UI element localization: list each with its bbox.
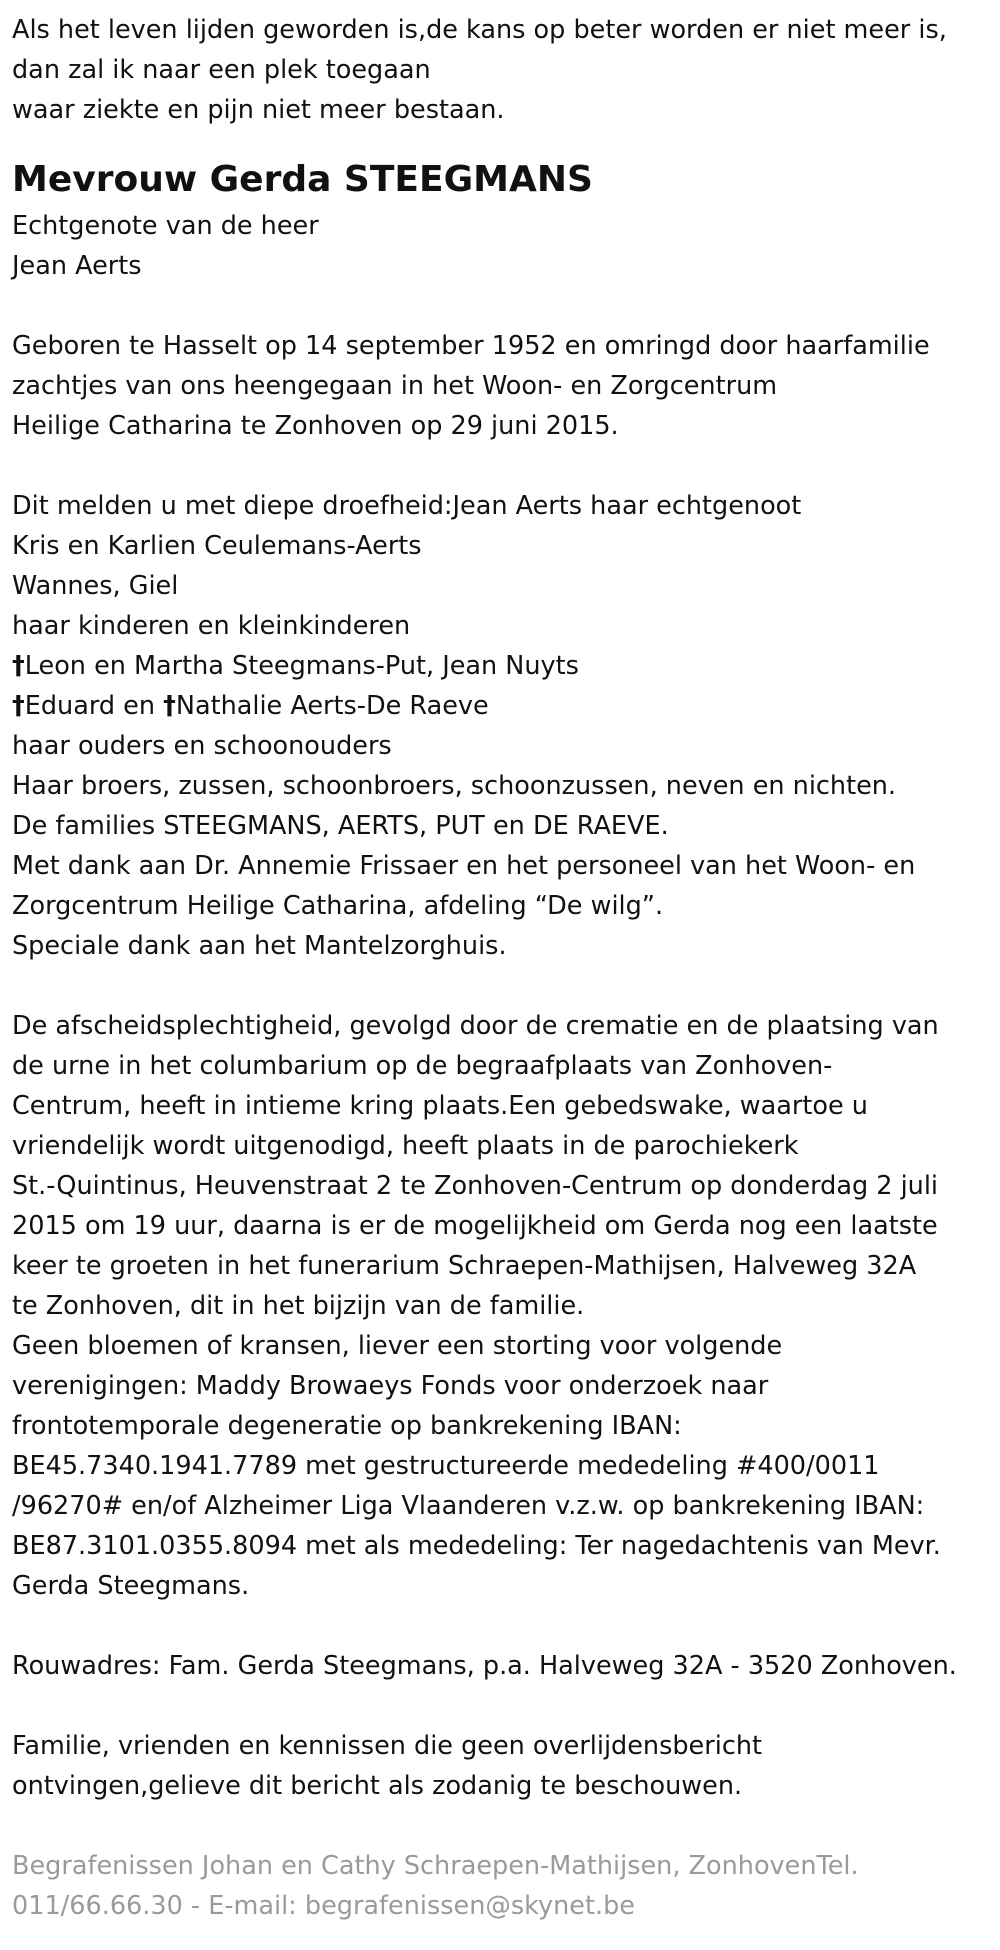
ceremony-line: /96270# en/of Alzheimer Liga Vlaanderen v.z.w. op bankrekening IBAN: xyxy=(12,1491,925,1521)
birth-death-line: zachtjes van ons heengegaan in het Woon- en Zorgcentrum xyxy=(12,371,778,401)
poem xyxy=(12,10,988,130)
parents-names: Leon en Martha Steegmans-Put, Jean Nuyts xyxy=(24,651,579,681)
thanks-line: Met dank aan Dr. Annemie Frissaer en het personeel van het Woon- en xyxy=(12,851,916,881)
ceremony-line: de urne in het columbarium op de begraafplaats van Zonhoven- xyxy=(12,1051,833,1081)
ceremony-line: keer te groeten in het funerarium Schraepen-Mathijsen, Halveweg 32A xyxy=(12,1251,917,1281)
ceremony-line: te Zonhoven, dit in het bijzijn van de familie. xyxy=(12,1291,585,1321)
spouse-line: Echtgenote van de heer xyxy=(12,211,319,241)
mourners xyxy=(12,486,988,966)
birth-death-info xyxy=(12,326,988,446)
siblings: Haar broers, zussen, schoonbroers, schoonzussen, neven en nichten. xyxy=(12,771,897,801)
in-laws-names-b: Nathalie Aerts-De Raeve xyxy=(175,691,489,721)
birth-death-line: Geboren te Hasselt op 14 september 1952 en omringd door haarfamilie xyxy=(12,331,930,361)
mourners-intro: Dit melden u met diepe droefheid:Jean Aerts haar echtgenoot xyxy=(12,491,802,521)
ceremony-line: 2015 om 19 uur, daarna is er de mogelijkheid om Gerda nog een laatste xyxy=(12,1211,938,1241)
notice-line: Familie, vrienden en kennissen die geen overlijdensbericht xyxy=(12,1731,762,1761)
spouse-line: Jean Aerts xyxy=(12,251,142,281)
notice xyxy=(12,1726,988,1806)
thanks-line: Speciale dank aan het Mantelzorghuis. xyxy=(12,931,507,961)
mourning-address: Rouwadres: Fam. Gerda Steegmans, p.a. Halveweg 32A - 3520 Zonhoven. xyxy=(12,1651,957,1681)
poem-line: dan zal ik naar een plek toegaan xyxy=(12,55,431,85)
birth-death-line: Heilige Catharina te Zonhoven op 29 juni 2015. xyxy=(12,411,619,441)
deceased-name: Mevrouw Gerda STEEGMANS xyxy=(12,159,593,200)
cross-icon: † xyxy=(12,651,25,681)
children: Kris en Karlien Ceulemans-Aerts xyxy=(12,531,422,561)
poem-line: waar ziekte en pijn niet meer bestaan. xyxy=(12,95,505,125)
ceremony-line: De afscheidsplechtigheid, gevolgd door de crematie en de plaatsing van xyxy=(12,1011,939,1041)
grandchildren: Wannes, Giel xyxy=(12,571,179,601)
poem-line: Als het leven lijden geworden is,de kans op beter worden er niet meer is, xyxy=(12,15,947,45)
ceremony-line: St.-Quintinus, Heuvenstraat 2 te Zonhoven-Centrum op donderdag 2 juli xyxy=(12,1171,939,1201)
families: De families STEEGMANS, AERTS, PUT en DE RAEVE. xyxy=(12,811,669,841)
children-caption: haar kinderen en kleinkinderen xyxy=(12,611,411,641)
thanks-line: Zorgcentrum Heilige Catharina, afdeling “De wilg”. xyxy=(12,891,664,921)
ceremony-line: vriendelijk wordt uitgenodigd, heeft plaats in de parochiekerk xyxy=(12,1131,799,1161)
in-laws-names-a: Eduard en xyxy=(24,691,164,721)
ceremony-line: BE87.3101.0355.8094 met als mededeling: Ter nagedachtenis van Mevr. xyxy=(12,1531,941,1561)
ceremony-line: Geen bloemen of kransen, liever een storting voor volgende xyxy=(12,1331,783,1361)
cross-icon: † xyxy=(12,691,25,721)
footer-line: Begrafenissen Johan en Cathy Schraepen-Mathijsen, ZonhovenTel. xyxy=(12,1851,859,1881)
parents-line xyxy=(12,646,988,686)
parents-caption: haar ouders en schoonouders xyxy=(12,731,392,761)
in-laws-line xyxy=(12,686,988,726)
ceremony-line: frontotemporale degeneratie op bankrekening IBAN: xyxy=(12,1411,682,1441)
funeral-home-footer xyxy=(12,1846,988,1926)
footer-line: 011/66.66.30 - E-mail: begrafenissen@skynet.be xyxy=(12,1891,635,1921)
spouse-info xyxy=(12,206,988,286)
ceremony-line: Gerda Steegmans. xyxy=(12,1571,250,1601)
ceremony-line: Centrum, heeft in intieme kring plaats.Een gebedswake, waartoe u xyxy=(12,1091,868,1121)
ceremony-info xyxy=(12,1006,988,1606)
ceremony-line: verenigingen: Maddy Browaeys Fonds voor onderzoek naar xyxy=(12,1371,769,1401)
notice-line: ontvingen,gelieve dit bericht als zodanig te beschouwen. xyxy=(12,1771,743,1801)
cross-icon: † xyxy=(163,691,176,721)
ceremony-line: BE45.7340.1941.7789 met gestructureerde mededeling #400/0011 xyxy=(12,1451,880,1481)
